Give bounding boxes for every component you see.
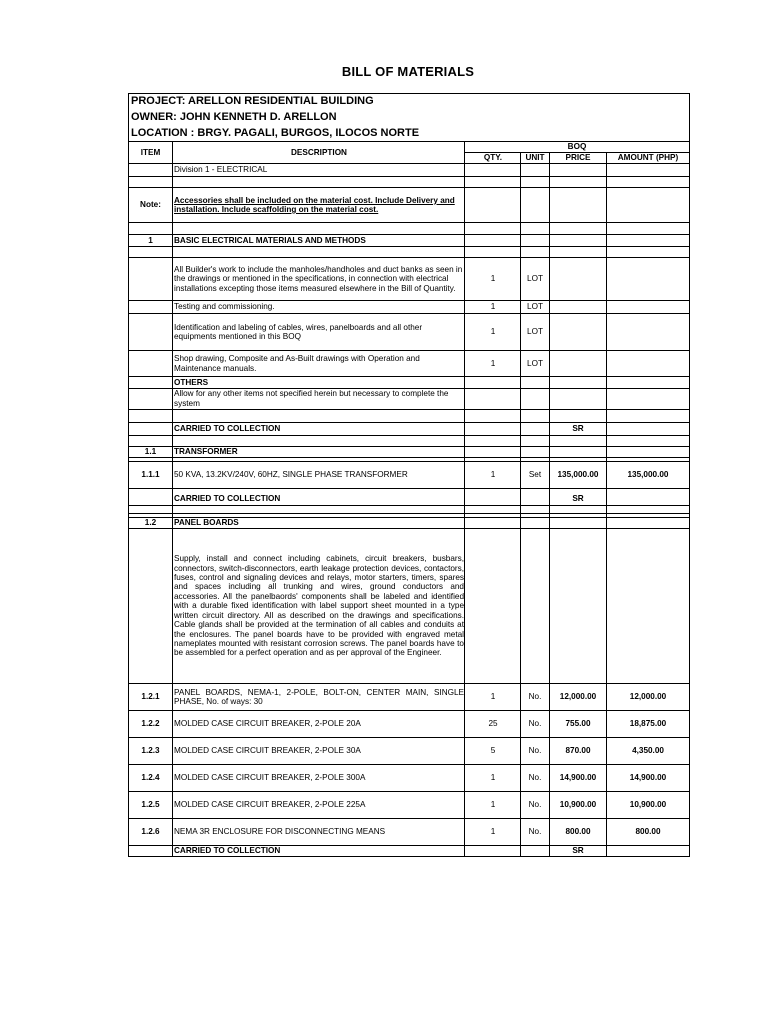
document-title: BILL OF MATERIALS [341,64,475,79]
amount-cell: 12,000.00 [629,692,667,702]
unit-cell: No. [528,827,542,837]
division-label: Division 1 - ELECTRICAL [174,165,268,175]
quantity-cell: 1 [490,773,496,783]
item-description: MOLDED CASE CIRCUIT BREAKER, 2-POLE 300A [174,773,366,783]
shop-drawing-description: Shop drawing, Composite and As-Built drawings with Operation and Maintenance manuals. [174,354,420,373]
testing-description: Testing and commissioning. [174,302,275,312]
item-number: 1.2.6 [141,827,160,837]
item-number: 1.2.5 [141,800,160,810]
unit-cell: LOT [527,327,543,337]
sr-cell: SR [572,424,584,434]
amount-column-header: AMOUNT (PHP) [617,153,679,163]
row-divider [129,505,689,506]
price-cell: 755.00 [565,719,591,729]
row-divider [129,222,689,223]
carried-to-collection: CARRIED TO COLLECTION [174,846,281,856]
item-number: 1.2.1 [141,692,160,702]
row-divider [129,513,689,514]
others-label: OTHERS [174,377,209,387]
bill-of-materials-table [128,93,690,857]
quantity-cell: 1 [490,327,496,337]
project-line: PROJECT: ARELLON RESIDENTIAL BUILDING [131,95,374,107]
quantity-cell: 5 [490,746,496,756]
item-description: MOLDED CASE CIRCUIT BREAKER, 2-POLE 225A [174,800,366,810]
quantity-cell: 25 [488,719,498,729]
quantity-cell: 1 [490,302,496,312]
section-title: TRANSFORMER [174,447,238,457]
owner-line: OWNER: JOHN KENNETH D. ARELLON [131,111,337,123]
quantity-cell: 1 [490,470,496,480]
amount-cell: 18,875.00 [629,719,667,729]
location-line: LOCATION : BRGY. PAGALI, BURGOS, ILOCOS NORTE [131,127,420,139]
amount-cell: 10,900.00 [629,800,667,810]
identification-description: Identification and labeling of cables, wires, panelboards and all other equipments mentioned in this BOQ [174,322,423,341]
price-cell: 800.00 [565,827,591,837]
unit-cell: LOT [527,274,543,284]
section-title: PANEL BOARDS [174,517,239,527]
unit-cell: LOT [527,302,543,312]
item-number: 1.2.2 [141,719,160,729]
price-column-header: PRICE [565,153,591,163]
quantity-cell: 1 [490,692,496,702]
row-divider [129,246,689,247]
item-description: 50 KVA, 13.2KV/240V, 60HZ, SINGLE PHASE TRANSFORMER [174,470,408,480]
item-description: NEMA 3R ENCLOSURE FOR DISCONNECTING MEANS [174,827,386,837]
description-column-header: DESCRIPTION [291,147,347,157]
item-number: 1.2.3 [141,746,160,756]
builders-work-description: All Builder's work to include the manholes/handholes and duct banks as seen in the drawings or mentioned in the specifications, in connection with electrical installations excepting those items measured elsewhere in the Bill of Quantity. [174,264,463,293]
sr-cell: SR [572,494,584,504]
item-number: 1.1.1 [141,470,160,480]
unit-cell: Set [528,470,542,480]
unit-cell: No. [528,800,542,810]
item-number: 1.2.4 [141,773,160,783]
item-column-border [172,142,173,856]
row-divider [129,409,689,410]
item-column-header: ITEM [140,147,161,157]
item-description: MOLDED CASE CIRCUIT BREAKER, 2-POLE 30A [174,746,361,756]
quantity-cell: 1 [490,358,496,368]
unit-cell: No. [528,746,542,756]
row-divider [129,457,689,458]
note-text: Accessories shall be included on the material cost. Include Delivery and installation. Include scaffolding on the material cost. [174,195,455,214]
row-divider [129,488,689,489]
amount-cell: 800.00 [635,827,661,837]
amount-cell: 4,350.00 [632,746,664,756]
carried-to-collection: CARRIED TO COLLECTION [174,424,281,434]
price-cell: 14,900.00 [559,773,597,783]
allowance-description: Allow for any other items not specified herein but necessary to complete the system [174,389,449,408]
item-description: MOLDED CASE CIRCUIT BREAKER, 2-POLE 20A [174,719,361,729]
price-cell: 870.00 [565,746,591,756]
unit-cell: No. [528,692,542,702]
price-cell: 135,000.00 [557,470,599,480]
price-cell: 12,000.00 [559,692,597,702]
boq-header: BOQ [567,142,587,152]
section-title: BASIC ELECTRICAL MATERIALS AND METHODS [174,235,366,245]
qty-column-header: QTY. [483,153,503,163]
carried-to-collection: CARRIED TO COLLECTION [174,494,281,504]
item-description: PANEL BOARDS, NEMA-1, 2-POLE, BOLT-ON, CENTER MAIN, SINGLE PHASE, No. of ways: 30 [174,687,464,706]
section-item-number: 1 [148,235,153,245]
note-label: Note: [140,200,161,210]
amount-cell: 135,000.00 [627,470,669,480]
row-divider [129,176,689,177]
unit-cell: No. [528,773,542,783]
section-item-number: 1.2 [144,517,157,527]
sr-cell: SR [572,846,584,856]
unit-cell: No. [528,719,542,729]
row-divider [129,435,689,436]
quantity-cell: 1 [490,800,496,810]
quantity-cell: 1 [490,827,496,837]
section-item-number: 1.1 [144,447,157,457]
unit-cell: LOT [527,358,543,368]
price-cell: 10,900.00 [559,800,597,810]
quantity-cell: 1 [490,274,496,284]
panel-board-specification: Supply, install and connect including cabinets, circuit breakers, busbars, connectors, switch-disconnectors, earth leakage protection devices, contactors, fuses, control and signaling devices and relays, motor starters, timers, spares and spaces including all trunking and wires, ground conductors and accessories. All the panelbaords' components shall be labeled and identified with a durable fixed identification with label support sheet mounted in a type written circuit directory. All as described on the drawings and specifications. Cable glands shall be provided at the termination of all cables and conduits at the enclosures. The panel boards have to be provided with engraved metal nameplates mounted with resistant corrosion screws. The panel boards have to be assembled for a perfect operation and as per approval of the Engineer. [174,554,464,658]
amount-cell: 14,900.00 [629,773,667,783]
unit-column-header: UNIT [525,153,545,163]
